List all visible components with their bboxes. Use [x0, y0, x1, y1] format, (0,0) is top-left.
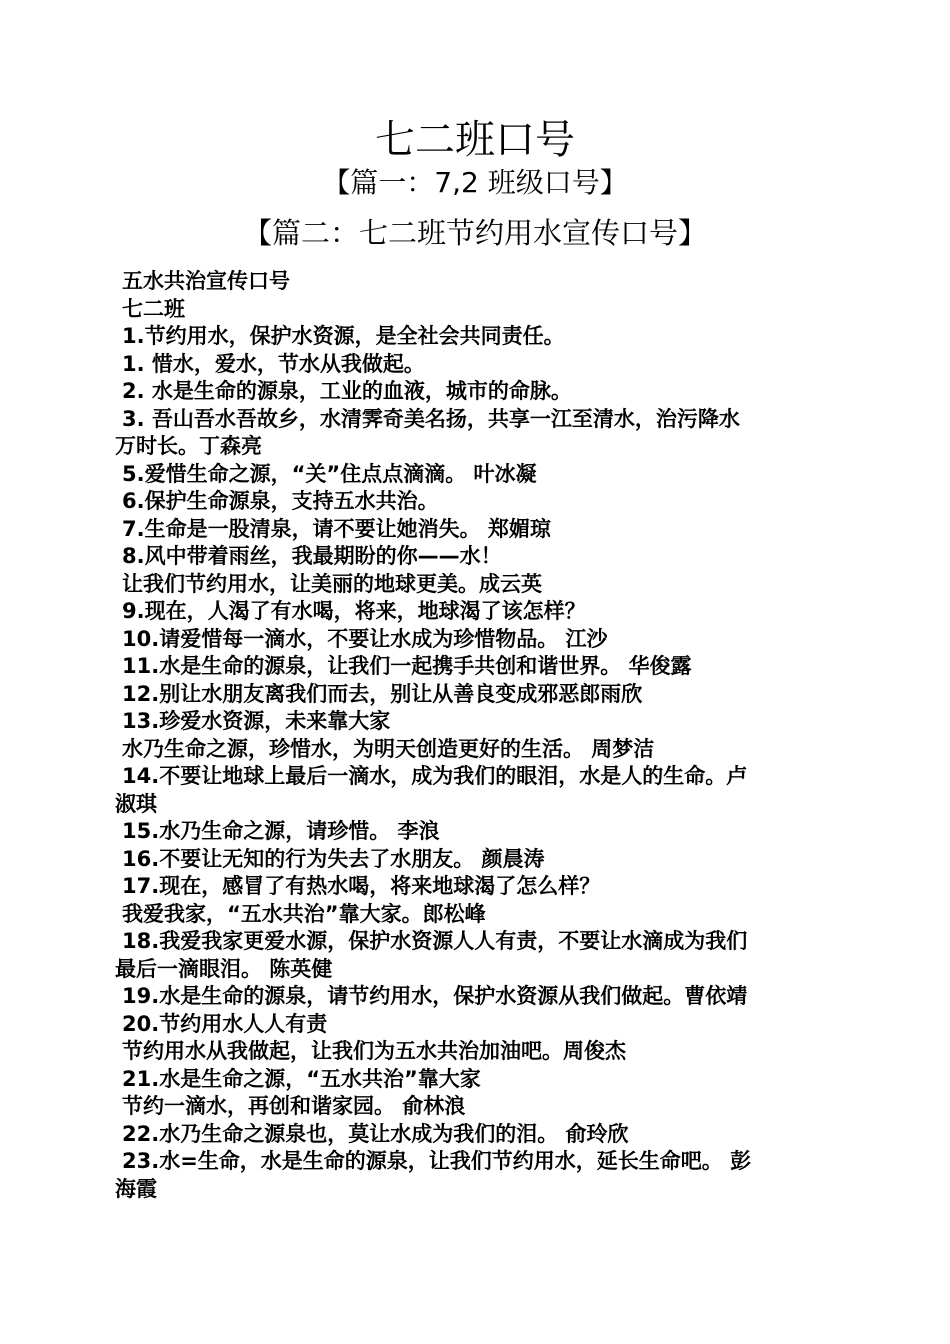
list-item: 16.不要让无知的行为失去了水朋友。 颜晨涛 — [122, 846, 545, 871]
list-item: 13.珍爱水资源，未来靠大家 — [122, 709, 391, 733]
list-item: 万时长。丁森亮 — [115, 434, 262, 458]
list-item: 20.节约用水人人有责 — [122, 1011, 328, 1036]
list-item: 6.保护生命源泉，支持五水共治。 — [122, 489, 439, 513]
list-item: 节约用水从我做起，让我们为五水共治加油吧。周俊杰 — [122, 1039, 626, 1063]
section-heading-1: 【篇一：7,2 班级口号】 — [322, 166, 628, 199]
list-item: 15.水乃生命之源，请珍惜。 李浪 — [122, 819, 440, 843]
list-item: 10.请爱惜每一滴水，不要让水成为珍惜物品。 江沙 — [122, 626, 608, 651]
list-item: 12.别让水朋友离我们而去，别让从善良变成邪恶郎雨欣 — [122, 681, 643, 706]
list-item: 19.水是生命的源泉，请节约用水，保护水资源从我们做起。曹依靖 — [122, 984, 748, 1008]
list-item: 七二班 — [122, 296, 185, 321]
list-item: 21.水是生命之源，“五水共治”靠大家 — [122, 1066, 481, 1091]
document-title: 七二班口号 — [375, 117, 575, 163]
list-item: 22.水乃生命之源泉也，莫让水成为我们的泪。 俞玲欣 — [122, 1121, 629, 1146]
list-item: 1. 惜水，爱水，节水从我做起。 — [122, 351, 425, 376]
list-item: 水乃生命之源，珍惜水，为明天创造更好的生活。 周梦洁 — [122, 736, 655, 761]
list-item: 23.水=生命，水是生命的源泉，让我们节约用水，延长生命吧。 彭 — [122, 1149, 752, 1173]
list-item: 节约一滴水，再创和谐家园。 俞林浪 — [122, 1094, 466, 1118]
list-item: 海霞 — [115, 1176, 157, 1201]
list-item: 3. 吾山吾水吾故乡，水清霁奇美名扬，共享一江至清水，治污降水 — [122, 406, 740, 431]
list-item: 五水共治宣传口号 — [122, 269, 290, 293]
list-item: 最后一滴眼泪。 陈英健 — [115, 956, 333, 981]
list-item: 7.生命是一股清泉，请不要让她消失。 郑媚琼 — [122, 516, 551, 541]
section-heading-2: 【篇二：七二班节约用水宣传口号】 — [242, 216, 707, 250]
slogan-list — [115, 268, 837, 1203]
list-item: 让我们节约用水，让美丽的地球更美。成云英 — [122, 571, 542, 596]
list-item: 1.节约用水，保护水资源，是全社会共同责任。 — [122, 324, 565, 348]
list-item: 5.爱惜生命之源，“关”住点点滴滴。 叶冰凝 — [122, 461, 537, 486]
list-item: 2. 水是生命的源泉，工业的血液，城市的命脉。 — [122, 379, 572, 403]
list-item: 我爱我家，“五水共治”靠大家。郎松峰 — [122, 901, 486, 926]
list-item: 9.现在，人渴了有水喝，将来，地球渴了该怎样？ — [122, 599, 586, 623]
list-item: 17.现在，感冒了有热水喝，将来地球渴了怎么样？ — [122, 874, 601, 898]
list-item: 18.我爱我家更爱水源，保护水资源人人有责，不要让水滴成为我们 — [122, 929, 748, 953]
list-item: 14.不要让地球上最后一滴水，成为我们的眼泪，水是人的生命。卢 — [122, 764, 748, 788]
list-item: 11.水是生命的源泉，让我们一起携手共创和谐世界。 华俊露 — [122, 654, 692, 678]
list-item: 淑琪 — [115, 791, 157, 816]
list-item: 8.风中带着雨丝，我最期盼的你——水！ — [122, 544, 502, 568]
